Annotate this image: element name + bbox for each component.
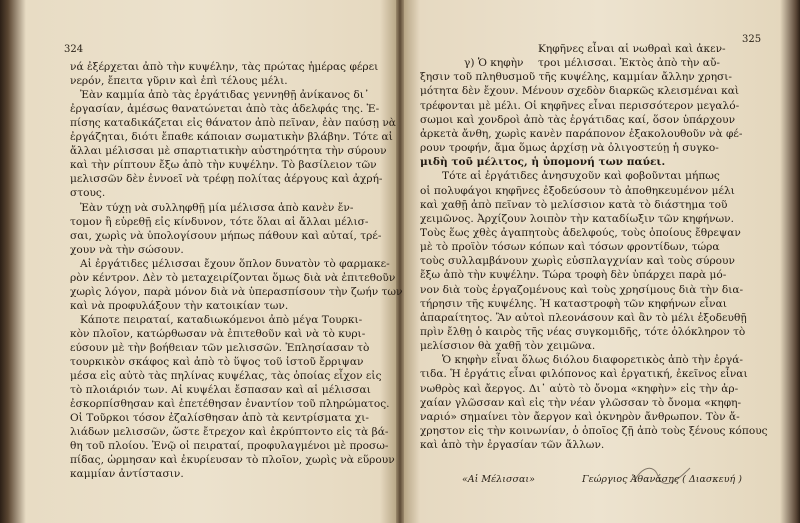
text-line: πρὶν ἔλθῃ ὁ καιρὸς τῆς νέας συγκομιδῆς, τότε ὁλόκληρον τὸ (420, 326, 746, 338)
text-line: νερόν, ἔπειτα γῦριν καὶ ἐπὶ τέλους μέλι. (70, 75, 288, 88)
text-line: χαίαν γλῶσσαν καὶ εἰς τὴν νέαν γλῶσσαν τὸ ὄνομα «κηφη- (420, 396, 742, 409)
text-line: μότητα δὲν ἔχουν. Μένουν σχεδὸν διαρκῶς κλεισμέναι καὶ (420, 85, 740, 98)
text-line: τομον ἢ εὑρεθῇ εἰς κίνδυνον, τότε ὅλαι αἱ ἄλλαι μέλισ- (70, 215, 369, 228)
text-line: ἐργασίαν, ἀμέσως θανατώνεται ἀπὸ τὰς ἀδελφάς της. Ἐ- (70, 103, 380, 116)
text-line: εύσουν μὲ τὴν βοήθειαν τῶν μελισσῶν. Ἐπλησίασαν τὸ (70, 342, 370, 354)
text-line: καὶ ἀπὸ τὴν ἐργασίαν τῶν ἄλλων. (420, 439, 605, 452)
text-line: νωθρὸς καὶ ἄεργος. Δι᾽ αὐτὸ τὸ ὄνομα «κηφὴν» εἰς τὴν ἀρ- (420, 382, 739, 395)
text-line: ἀρκετὰ ἄνθη, χωρὶς κανὲν παράπονον ἐξακολουθοῦν νὰ φέ- (420, 127, 743, 140)
text-line: μὲ τὸ προϊὸν τόσων κόπων καὶ τόσων φροντίδων, τώρα (420, 241, 720, 254)
text-line: θη τοῦ πλοίου. Ἐνῷ οἱ πειραταί, προφυλαγμένοι μὲ προσω- (70, 440, 389, 453)
text-line: κὸν πλοῖον, κατώρθωσαν νὰ ἐπιτεθοῦν καὶ νὰ τὸ κυρι- (70, 327, 366, 340)
text-line: μιδὴ τοῦ μέλιτος, ἡ ὑπομονή των παύει. (420, 156, 666, 169)
text-line: τιδα. Ἡ ἐργάτις εἶναι φιλόπονος καὶ ἐργατική, ἐκεῖνος εἶναι (420, 368, 748, 381)
text-line: τήρησιν τῆς κυψέλης. Ἡ καταστροφὴ τῶν κηφήνων εἶναι (420, 297, 727, 310)
text-line: τὸ πλοιάριόν των. Αἱ κυψέλαι ἔσπασαν καὶ αἱ μέλισσαι (70, 384, 371, 397)
text-line: καὶ νὰ προφυλάξουν τὴν κατοικίαν των. (70, 299, 289, 312)
text-line: πίσης καταδικάζεται εἰς θάνατον ἀπὸ πεῖναν, ἐὰν παύσῃ νὰ (70, 117, 396, 130)
text-line: καμμίαν ἀντίστασιν. (70, 468, 184, 481)
text-line: ἐργάζηται, διότι ἔπαθε κάποιαν σωματικὴν βλάβην. Τότε αἱ (70, 131, 393, 144)
text-line: νά ἐξέρχεται ἀπὸ τὴν κυψέλην, τὰς πρώτας ἡμέρας φέρει (70, 61, 379, 73)
right-page (402, 0, 800, 523)
text-line: χωρὶς λόγον, παρὰ μόνον διὰ νὰ ὑπερασπίσουν τὴν ζωήν των (70, 285, 403, 298)
text-line: ἐσκορπίσθησαν καὶ ἐπετέθησαν ἐναντίον τοῦ πληρώματος. (70, 398, 390, 411)
text-line: τρέφονται μὲ μέλι. Οἱ κηφῆνες εἶναι περισσότερον μεγαλό- (420, 99, 740, 112)
text-line: Κηφῆνες εἶναι αἱ νωθραὶ καὶ ἀκεν- (538, 43, 726, 55)
source-title: «Αἱ Μέλισσαι» (462, 474, 535, 485)
text-line: τουρκικὸν σκάφος καὶ ἀπὸ τὸ ὕψος τοῦ ἱστοῦ ἔρριψαν (70, 356, 364, 369)
section-label: γ) Ὁ κηφὴν (464, 57, 524, 69)
text-line: μελισσῶν δὲν ἐννοεῖ νὰ τρέφῃ πολίτας ἀέργους καὶ ἀχρή- (70, 173, 383, 186)
text-line: μέσα εἰς αὐτὸ τὰς πηλίνας κυψέλας, τὰς ὁποίας εἶχον εἰς (70, 370, 382, 383)
text-line: νον διὰ τοὺς ἐργαζομένους καὶ τοὺς χρησίμους διὰ τὴν δια- (420, 283, 744, 296)
text-line: ρουν τροφήν, ἄμα ὅμως ἀρχίσῃ νὰ ὀλιγοστεύῃ ἡ συγκο- (420, 142, 719, 155)
text-line: πίδας, ὡρμησαν καὶ ἐκυρίευσαν τὸ πλοῖον, χωρὶς νὰ εὕρουν (70, 454, 395, 467)
text-line: καὶ τὴν ρίπτουν ἔξω ἀπὸ τὴν κυψέλην. Τὸ βασίλειον τῶν (70, 159, 377, 172)
text-line: ξησιν τοῦ πληθυσμοῦ τῆς κυψέλης, καμμίαν ἄλλην χρησι- (420, 71, 733, 84)
text-line: καὶ χαθῇ ἀπὸ πεῖναν τὸ μελίσσιον κατὰ τὸ διάστημα τοῦ (420, 198, 728, 211)
handwritten-mark (632, 462, 692, 488)
text-line: ἀπαραίτητος. Ἂν αὐτοὶ πλεονάσουν καὶ ἂν τὸ μέλι ἐξοδευθῇ (420, 311, 747, 324)
text-line: χρηστον εἰς τὴν κοινωνίαν, ὁ ὁποῖος ζῇ ἀπὸ τοὺς ξένους κόπους (420, 425, 768, 438)
text-line: Ἐὰν τύχῃ νὰ συλληφθῇ μία μέλισσα ἀπὸ κανὲν ἔν- (80, 201, 354, 214)
text-line: Κάποτε πειραταί, καταδιωκόμενοι ἀπὸ μέγα Τουρκι- (80, 313, 363, 326)
text-line: Τότε αἱ ἐργάτιδες ἀνησυχοῦν καὶ φοβοῦνται μήπως (442, 170, 720, 183)
text-line: Αἱ ἐργάτιδες μέλισσαι ἔχουν ὅπλον δυνατὸν τὸ φαρμακε- (80, 257, 390, 270)
author-credit: Γεώργιος Ἀθανάσης ( Διασκευή ) (582, 474, 742, 485)
page-number: 324 (64, 44, 84, 55)
text-line: τροι μέλισσαι. Ἐκτὸς ἀπὸ τὴν αὔ- (538, 57, 720, 70)
text-line: λιάδων μελισσῶν, ὥστε ἔτρεχον καὶ ἐκρύπτοντο εἰς τὰ βά- (70, 426, 389, 439)
page-number: 325 (742, 34, 762, 45)
text-line: χειμῶνος. Ἀρχίζουν λοιπὸν τὴν καταδίωξιν τῶν κηφήνων. (420, 212, 734, 225)
text-line: στους. (70, 187, 106, 200)
text-line: σαι, χωρὶς νὰ ὑπολογίσουν μήπως πάθουν καὶ αὐταί, τρέ- (70, 229, 382, 242)
text-line: ρὸν κέντρον. Δὲν τὸ μεταχειρίζονται ὅμως διὰ νὰ ἐπιτεθοῦν (70, 271, 396, 284)
text-line: Ἐὰν καμμία ἀπὸ τὰς ἐργάτιδας γεννηθῇ ἀνίκανος δι᾽ (80, 89, 370, 102)
text-line: ναριό» σημαίνει τὸν ἄεργον καὶ ὀκνηρὸν ἄνθρωπον. Τὸν ἄ- (420, 410, 740, 423)
text-line: χουν νὰ τὴν σώσουν. (70, 243, 184, 256)
text-line: Ὁ κηφὴν εἶναι ὅλως διόλου διαφορετικὸς ἀπὸ τὴν ἐργά- (442, 354, 743, 367)
text-line: Τοὺς ἕως χθὲς ἀγαπητοὺς ἀδελφούς, τοὺς ὁποίους ἔθρεψαν (420, 226, 741, 239)
text-line: μελίσσιον θὰ χαθῇ τὸν χειμῶνα. (420, 340, 596, 353)
text-line: ἔξω ἀπὸ τὴν κυψέλην. Τώρα τροφὴ δὲν ὑπάρχει παρὰ μό- (420, 269, 727, 282)
text-line: σωμοι καὶ χονδροὶ ἀπὸ τὰς ἐργάτιδας καί, ὅσον ὑπάρχουν (420, 113, 736, 126)
text-line: οἱ πολυφάγοι κηφῆνες ἐξοδεύσουν τὸ ἀποθηκευμένον μέλι (420, 184, 735, 197)
text-line: ἄλλαι μέλισσαι μὲ σπαρτιατικὴν αὐστηρότητα τὴν σύρουν (70, 145, 387, 158)
text-line: Οἱ Τοῦρκοι τόσον ἐζαλίσθησαν ἀπὸ τὰ κεντρίσματα χι- (70, 412, 369, 425)
text-line: τοὺς συλλαμβάνουν χωρὶς εὐσπλαγχνίαν καὶ τοὺς σύρουν (420, 255, 735, 268)
